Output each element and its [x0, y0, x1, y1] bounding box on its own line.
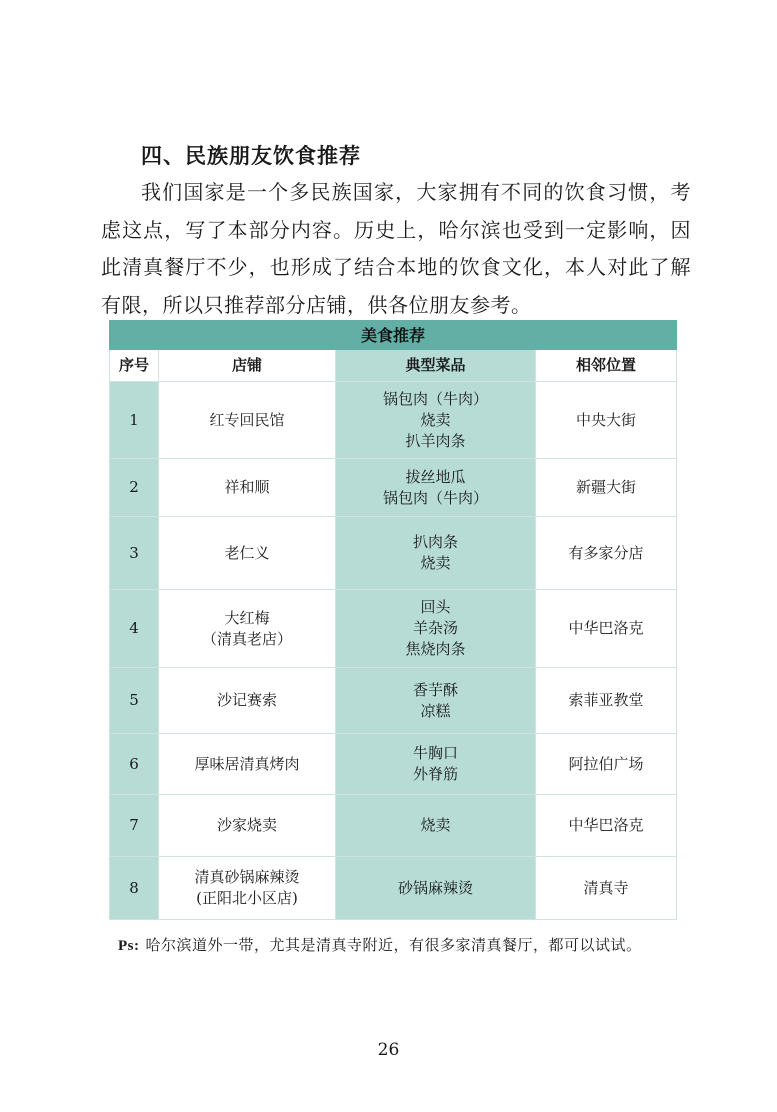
cell-shop-line: (正阳北小区店): [196, 889, 298, 907]
cell-shop: [159, 590, 336, 668]
header-location: 相邻位置: [536, 350, 677, 382]
table-row: [110, 795, 677, 857]
cell-number: 2: [110, 459, 159, 517]
cell-dish: [336, 590, 536, 668]
cell-dish: [336, 459, 536, 517]
cell-dish-line: 锅包肉（牛肉）: [382, 389, 488, 408]
table-row: [110, 734, 677, 795]
cell-location: 清真寺: [536, 857, 677, 920]
cell-location: 中华巴洛克: [536, 795, 677, 857]
table-row: [110, 517, 677, 590]
cell-number: 4: [110, 590, 159, 668]
cell-shop-line: （清真老店）: [201, 629, 292, 648]
cell-dish-line: 回头: [420, 598, 451, 616]
cell-dish-line: 外脊筋: [412, 765, 458, 783]
cell-dish: [336, 668, 536, 734]
cell-dish-line: 焦烧肉条: [405, 640, 466, 658]
cell-shop: [159, 382, 336, 459]
cell-shop: [159, 857, 336, 920]
cell-dish: [336, 795, 536, 857]
table-row: [110, 382, 677, 459]
footnote: [118, 934, 642, 955]
section-heading: 四、民族朋友饮食推荐: [141, 144, 361, 168]
cell-shop-line: 大红梅: [224, 608, 270, 627]
cell-dish-line: 扒肉条: [412, 533, 458, 551]
cell-dish-line: 拔丝地瓜: [405, 467, 466, 486]
cell-dish-line: 羊杂汤: [412, 619, 458, 637]
header-shop: 店铺: [159, 350, 336, 382]
cell-dish: [336, 734, 536, 795]
cell-dish: [336, 857, 536, 920]
footnote-text: 哈尔滨道外一带，尤其是清真寺附近，有很多家清真餐厅，都可以试试。: [145, 936, 642, 954]
cell-dish-line: 烧卖: [420, 410, 451, 429]
page-number: 26: [377, 1040, 400, 1060]
cell-shop-line: 清真砂锅麻辣烫: [194, 868, 300, 886]
cell-dish-line: 砂锅麻辣烫: [397, 878, 473, 897]
header-dish: 典型菜品: [336, 350, 536, 382]
table-title: 美食推荐: [110, 321, 677, 350]
cell-number: 3: [110, 517, 159, 590]
cell-shop-line: 沙家烧卖: [216, 816, 277, 834]
cell-dish-line: 凉糕: [420, 701, 451, 720]
table-row: [110, 590, 677, 668]
cell-location: 新疆大街: [536, 459, 677, 517]
cell-dish-line: 烧卖: [420, 816, 451, 834]
cell-shop: [159, 668, 336, 734]
cell-location: 中华巴洛克: [536, 590, 677, 668]
cell-number: 7: [110, 795, 159, 857]
cell-dish: [336, 382, 536, 459]
intro-paragraph: 我们国家是一个多民族国家，大家拥有不同的饮食习惯，考虑这点，写了本部分内容。历史上，哈尔滨也受到一定影响，因此清真餐厅不少，也形成了结合本地的饮食文化，本人对此了解有限，所以只推荐部分店铺，供各位朋友参考。: [101, 180, 691, 317]
table-row: [110, 668, 677, 734]
cell-dish-line: 锅包肉（牛肉）: [382, 488, 488, 507]
cell-shop-line: 沙记赛索: [216, 691, 277, 709]
cell-shop: [159, 795, 336, 857]
header-number: 序号: [110, 350, 159, 382]
cell-dish: [336, 517, 536, 590]
cell-number: 8: [110, 857, 159, 920]
cell-dish-line: 香芋酥: [412, 680, 458, 699]
cell-number: 6: [110, 734, 159, 795]
cell-number: 5: [110, 668, 159, 734]
cell-shop: [159, 459, 336, 517]
cell-dish-line: 扒羊肉条: [405, 431, 466, 450]
cell-shop-line: 红专回民馆: [209, 410, 285, 429]
cell-location: 阿拉伯广场: [536, 734, 677, 795]
table-row: [110, 857, 677, 920]
cell-location: 索菲亚教堂: [536, 668, 677, 734]
footnote-label: Ps:: [118, 938, 140, 954]
food-recommendation-table: [109, 320, 676, 920]
cell-dish-line: 牛胸口: [412, 744, 458, 762]
cell-shop: [159, 517, 336, 590]
cell-shop-line: 祥和顺: [224, 478, 270, 496]
cell-number: 1: [110, 382, 159, 459]
cell-location: 有多家分店: [536, 517, 677, 590]
cell-location: 中央大街: [536, 382, 677, 459]
cell-shop-line: 厚味居清真烤肉: [194, 754, 300, 773]
cell-dish-line: 烧卖: [420, 554, 451, 572]
cell-shop: [159, 734, 336, 795]
table-row: [110, 459, 677, 517]
cell-shop-line: 老仁义: [224, 543, 270, 562]
